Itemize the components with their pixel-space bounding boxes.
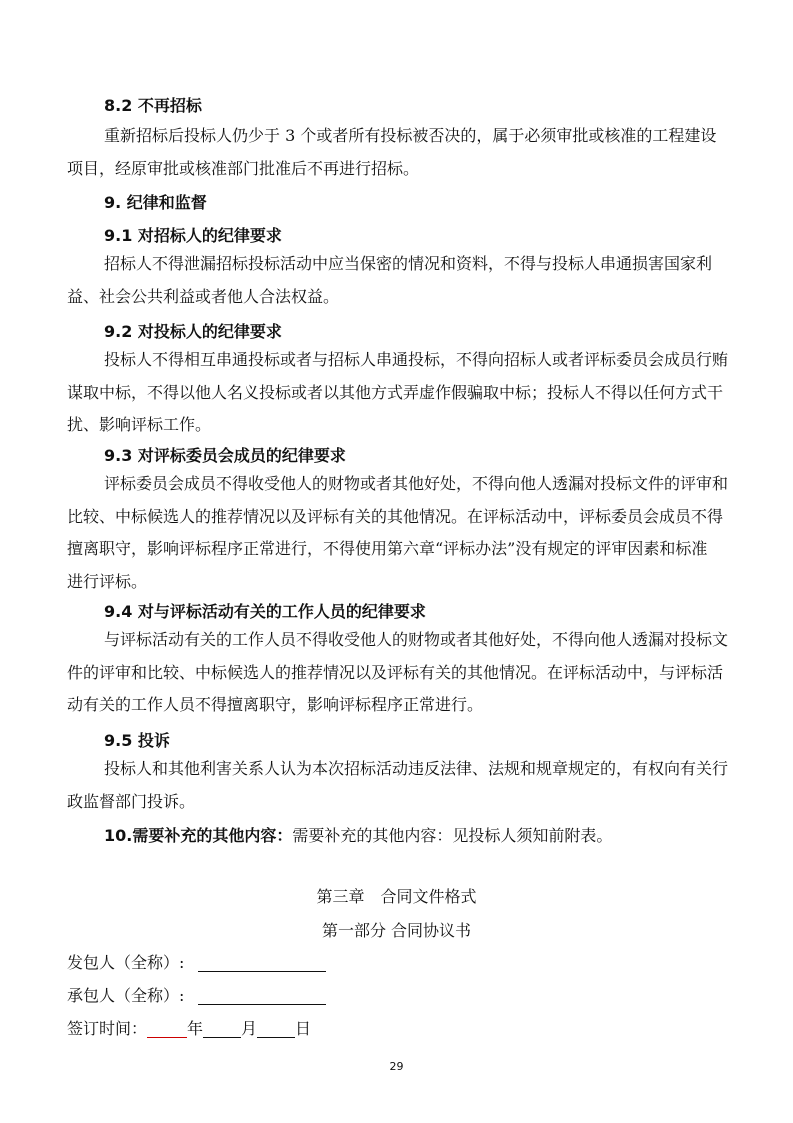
section-10-heading: 10.需要补充的其他内容：: [104, 826, 293, 845]
section-9-1-paragraph: 招标人不得泄漏招标投标活动中应当保密的情况和资料，不得与投标人串通损害国家利 益、社会公共利益或者他人合法权益。: [67, 254, 713, 306]
section-10-text: 需要补充的其他内容：见投标人须知前附表。: [292, 826, 613, 845]
day-blank[interactable]: [257, 1021, 295, 1038]
section-8-2-paragraph: 重新招标后投标人仍少于 3 个或者所有投标被否决的，属于必须审批或核准的工程建设 项目，经原审批或核准部门批准后不再进行招标。: [67, 126, 717, 178]
contractor-label: 承包人（全称）:: [67, 986, 185, 1005]
section-9-2-heading: 9.2 对投标人的纪律要求: [104, 322, 282, 341]
section-9-4-paragraph: 与评标活动有关的工作人员不得收受他人的财物或者其他好处，不得向他人透漏对投标文 件的评审和比较、中标候选人的推荐情况以及评标有关的其他情况。在评标活动中，与评标活 动有关的工作人员不得擅离职守，影响评标程序正常进行。: [67, 630, 729, 714]
section-9-5-heading: 9.5 投诉: [104, 731, 170, 750]
section-9-3-paragraph: 评标委员会成员不得收受他人的财物或者其他好处，不得向他人透漏对投标文件的评审和 比较、中标候选人的推荐情况以及评标有关的其他情况。在评标活动中，评标委员会成员不得 擅离职守，影响评标程序正常进行，不得使用第六章“评标办法”没有规定的评审因素和标准 进行评标。: [67, 474, 729, 591]
part-title: 第一部分 合同协议书: [321, 921, 472, 940]
section-9-3-heading: 9.3 对评标委员会成员的纪律要求: [104, 446, 346, 465]
sign-date-row: [67, 1019, 311, 1039]
section-9-heading: 9. 纪律和监督: [104, 193, 207, 212]
contractor-row: [67, 986, 326, 1006]
day-label: 日: [295, 1019, 312, 1038]
employer-row: [67, 953, 326, 973]
employer-label: 发包人（全称）:: [67, 953, 185, 972]
month-blank[interactable]: [203, 1021, 241, 1038]
chapter-title: 第三章 合同文件格式: [316, 887, 477, 906]
section-9-4-heading: 9.4 对与评标活动有关的工作人员的纪律要求: [104, 602, 426, 621]
page-number: 29: [389, 1060, 404, 1073]
section-9-1-heading: 9.1 对招标人的纪律要求: [104, 226, 282, 245]
year-blank[interactable]: [147, 1021, 187, 1038]
sign-date-label: 签订时间：: [67, 1019, 148, 1038]
section-9-5-paragraph: 投标人和其他利害关系人认为本次招标活动违反法律、法规和规章规定的，有权向有关行 政监督部门投诉。: [67, 759, 729, 811]
employer-blank[interactable]: [198, 955, 326, 972]
contractor-blank[interactable]: [198, 988, 326, 1005]
section-10-line: [104, 826, 612, 846]
section-9-2-paragraph: 投标人不得相互串通投标或者与招标人串通投标，不得向招标人或者评标委员会成员行贿 谋取中标，不得以他人名义投标或者以其他方式弄虚作假骗取中标；投标人不得以任何方式干 扰、影响评标工作。: [67, 350, 729, 434]
year-label: 年: [187, 1019, 204, 1038]
month-label: 月: [241, 1019, 258, 1038]
section-8-2-heading: 8.2 不再招标: [104, 96, 202, 115]
